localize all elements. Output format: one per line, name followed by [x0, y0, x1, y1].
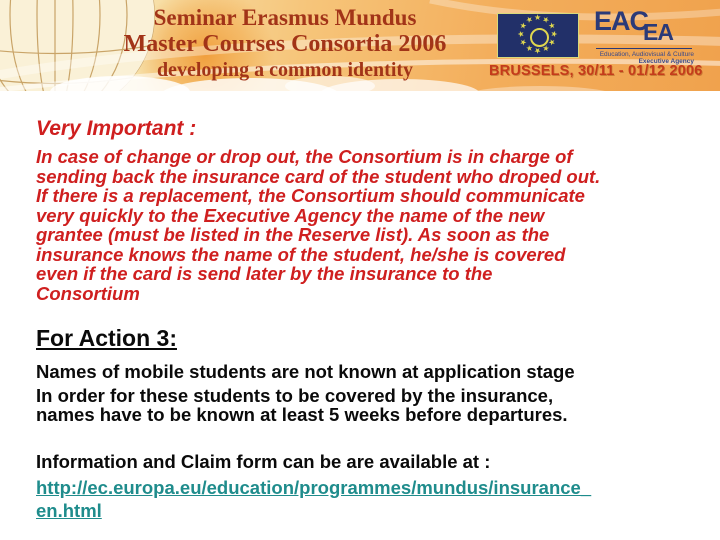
- important-heading: Very Important :: [36, 117, 197, 140]
- important-paragraph-line: Consortium: [36, 282, 140, 304]
- eacea-logo-text-bottom: EA: [643, 19, 673, 45]
- info-line: Information and Claim form can be are available at :: [36, 451, 491, 472]
- event-location-date: BRUSSELS, 30/11 - 01/12 2006: [489, 63, 703, 79]
- insurance-link-line1[interactable]: http://ec.europa.eu/education/programmes/mundus/insurance_: [36, 477, 592, 498]
- eacea-logo-text-top: EAC: [594, 6, 649, 36]
- header-banner: [0, 0, 720, 91]
- important-paragraph-line: grantee (must be listed in the Reserve list). As soon as the: [36, 224, 550, 245]
- slide-body: [0, 91, 720, 540]
- action3-paragraph2-line: names have to be known at least 5 weeks before departures.: [36, 404, 568, 425]
- eu-flag-icon: ★ ★ ★ ★ ★ ★ ★ ★ ★ ★ ★ ★: [497, 13, 579, 58]
- important-paragraph-line: insurance knows the name of the student, he/she is covered: [36, 243, 566, 265]
- eacea-logo-subtitle-2: Executive Agency: [638, 58, 694, 65]
- important-paragraph: [36, 147, 600, 303]
- action3-heading: For Action 3:: [36, 325, 177, 351]
- title-subtitle: developing a common identity: [156, 59, 414, 81]
- seminar-title: [95, 5, 475, 82]
- action3-line1: Names of mobile students are not known at application stage: [36, 361, 575, 382]
- eacea-logo: [594, 8, 700, 64]
- important-paragraph-line: sending back the insurance card of the student who droped out.: [36, 165, 601, 187]
- insurance-link[interactable]: [36, 476, 591, 522]
- insurance-link-line2[interactable]: en.html: [36, 500, 102, 521]
- eacea-logo-rule: [596, 48, 692, 49]
- eacea-logo-subtitle-1: Education, Audiovisual & Culture: [599, 51, 694, 58]
- important-paragraph-line: very quickly to the Executive Agency the name of the new: [36, 204, 545, 226]
- important-paragraph-line: If there is a replacement, the Consortium should communicate: [36, 185, 585, 206]
- title-line-1: Seminar Erasmus Mundus: [153, 5, 417, 30]
- action3-paragraph2: [36, 386, 568, 424]
- important-paragraph-line: even if the card is send later by the insurance to the: [36, 263, 493, 284]
- title-line-2: Master Courses Consortia 2006: [123, 31, 447, 57]
- action3-paragraph2-line: In order for these students to be covered by the insurance,: [36, 385, 554, 406]
- important-paragraph-line: In case of change or drop out, the Consortium is in charge of: [36, 146, 573, 167]
